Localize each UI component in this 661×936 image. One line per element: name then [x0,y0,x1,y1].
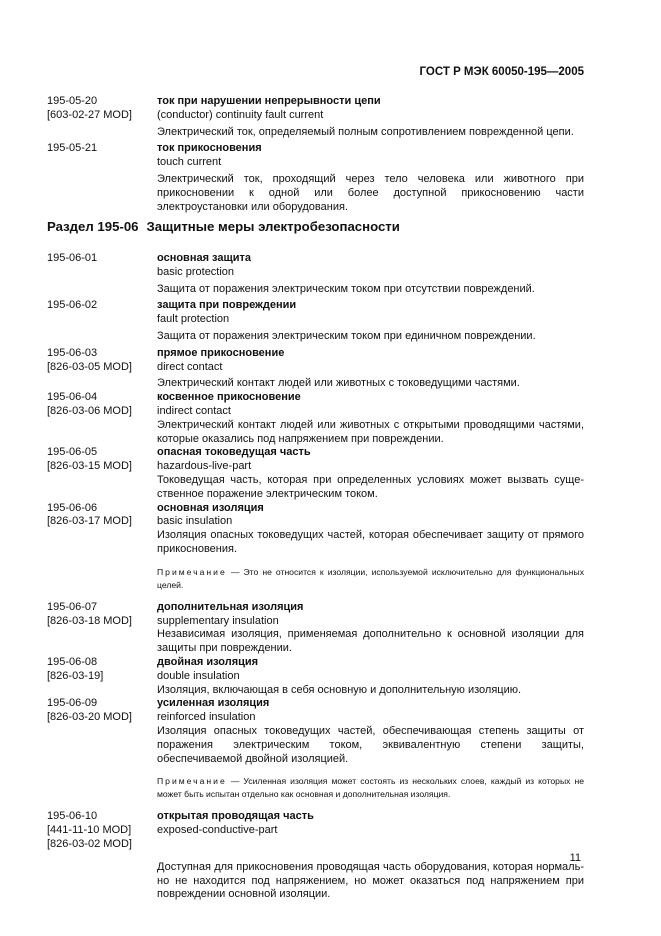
term-ru: ток при нарушении непрерывности цепи [157,95,381,107]
section-number: Раздел 195-06 [47,219,139,234]
term-entry [47,252,584,296]
term-ru: защита при повреждении [157,299,297,312]
entry-id: 195-06-04 [47,391,98,404]
term-entry [47,810,584,902]
term-entry [47,142,584,214]
term-en: basic insulation [157,515,233,528]
term-definition: Электрический ток, определяемый полным сопротивлением поврежденной цепи. [157,125,574,138]
entry-id: 195-06-07 [47,600,98,613]
term-ru: ток прикосновения [157,142,262,155]
entry-id: 195-06-06 [47,501,98,514]
term-definition: Токоведущая часть, которая при определенных условиях может вызвать существенное поражение электрическим током. [157,473,584,500]
term-ru: опасная токоведущая часть [157,446,311,459]
term-entry [47,391,584,446]
term-definition: Электрический контакт людей или животных с открытыми проводящими частями, которые оказались под напряжением при повреждении. [157,418,584,445]
entry-id: 195-06-02 [47,299,98,312]
term-ru: основная изоляция [157,501,264,514]
entry-id: 195-06-08 [47,655,98,668]
term-entry [47,697,584,810]
note-label: Примечание [157,566,227,577]
term-definition: Защита от поражения электрическим током при отсутствии повреждений. [157,282,535,295]
term-definition: Защита от поражения электрическим током при единичном повреждении. [157,329,536,342]
term-en: exposed-conductive-part [157,824,278,837]
section-heading [47,220,400,234]
document-header: ГОСТ Р МЭК 60050-195—2005 [419,66,584,78]
term-en: fault protection [157,313,230,326]
term-definition: Изоляция опасных токоведущих частей, обеспечивающая степень защиты от поражения электрическим током, эквивалентную степени защиты, обеспечиваемой двойной изоляцией. [157,724,584,765]
entry-ref: [826-03-19] [47,669,104,682]
term-en: indirect contact [157,404,231,417]
term-definition: Изоляция опасных токоведущих частей, которая обеспечивает защиту от прямого прикосновения. [157,529,584,555]
term-entry [47,446,584,501]
entry-ref: [826-03-18 MOD] [47,614,132,627]
entry-ref: [441-11-10 MOD] [47,824,132,837]
note-text: — Это не относится к изоляции, используемой исключительно для функциональных целей. [157,566,584,590]
term-definition: Электрический ток, проходящий через тело человека или животного при прикосновении к одной или более доступной прикосновению части электроустановки или оборудования. [157,172,584,213]
term-entry [47,502,584,601]
term-en: reinforced insulation [157,711,256,724]
term-entry [47,347,584,391]
entry-id: 195-06-05 [47,446,98,459]
note-label: Примечание [157,776,227,787]
entry-id: 195-05-20 [47,95,98,107]
term-en: touch current [157,156,222,169]
term-ru: прямое прикосновение [157,346,285,359]
entry-id: 195-06-09 [47,697,98,710]
section-title: Защитные меры электробезопасности [146,219,400,234]
entry-ref: [603-02-27 MOD] [47,108,132,121]
entry-ref: [826-03-06 MOD] [47,404,132,417]
term-definition: Электрический контакт людей или животных с токоведущими частями. [157,377,520,390]
term-en: hazardous-live-part [157,460,252,473]
entry-ref: [826-03-05 MOD] [47,360,132,373]
term-entry [47,95,584,139]
entry-ref: [826-03-17 MOD] [47,515,132,528]
term-ru: открытая проводящая часть [157,810,314,823]
term-en: double insulation [157,669,240,682]
term-definition: Независимая изоляция, применяемая дополнительно к основной изоляции для защиты при повреждении. [157,628,584,655]
term-en: (conductor) continuity fault current [157,108,324,121]
entry-ref: [826-03-02 MOD] [47,837,132,850]
term-definition: Доступная для прикосновения проводящая часть оборудования, которая нормально не находится под напряжением, но может оказаться под напряжением при повреждении основной изоляции. [157,860,584,901]
term-ru: косвенное прикосновение [157,391,301,404]
page-number: 11 [569,852,581,864]
term-entry [47,299,584,343]
term-note [157,775,584,801]
entry-id: 195-05-21 [47,142,98,155]
term-entry [47,656,584,697]
entry-ref: [826-03-20 MOD] [47,711,132,724]
term-ru: усиленная изоляция [157,697,270,710]
term-ru: двойная изоляция [157,655,259,668]
term-en: basic protection [157,265,235,278]
term-en: supplementary insulation [157,614,279,627]
term-ru: основная защита [157,252,252,264]
entry-id: 195-06-03 [47,346,98,359]
entry-ref: [826-03-15 MOD] [47,460,132,473]
term-en: direct contact [157,360,223,373]
section-entries [47,252,584,902]
term-ru: дополнительная изоляция [157,600,304,613]
term-entry [47,601,584,656]
note-text: — Усиленная изоляция может состоять из нескольких слоев, каждый из которых не может быть испытан отдельно как основная и дополнительная изоляция. [157,776,584,800]
term-definition: Изоляция, включающая в себя основную и дополнительную изоляцию. [157,683,522,696]
top-entries [47,95,584,214]
entry-id: 195-06-01 [47,252,98,264]
term-note [157,566,584,592]
entry-id: 195-06-10 [47,810,98,823]
